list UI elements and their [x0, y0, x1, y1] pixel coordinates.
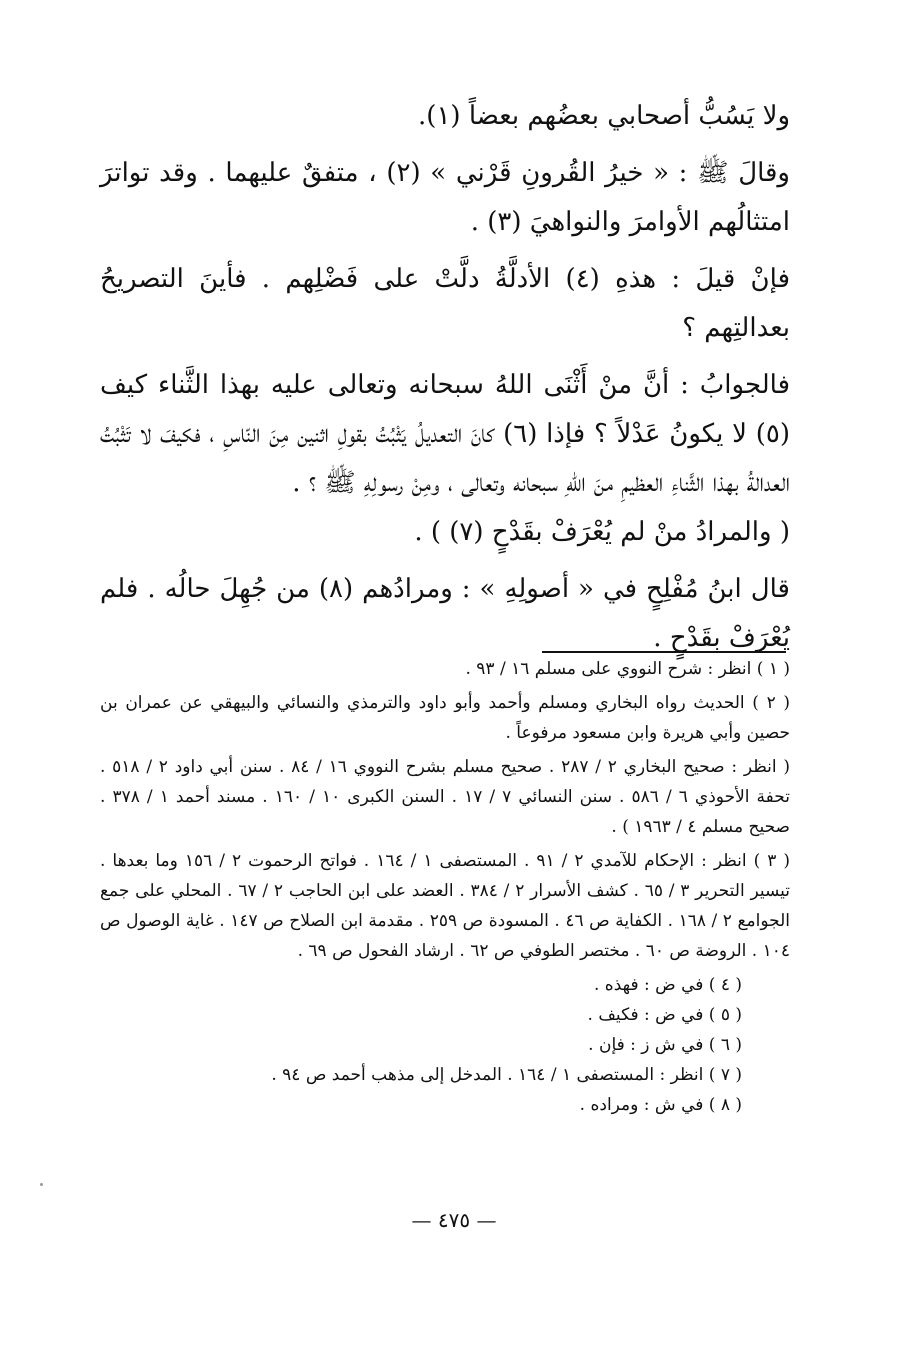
paragraph-1: ولا يَسُبُّ أصحابي بعضُهم بعضاً (١). — [418, 101, 790, 131]
footnote-6: ( ٦ ) في ش ز : فإن . — [588, 1035, 742, 1055]
footnote-8: ( ٨ ) في ش : ومراده . — [579, 1095, 742, 1115]
footnote-separator — [542, 651, 786, 653]
page-number: — ٤٧٥ — — [411, 1208, 497, 1232]
scan-speck — [40, 1183, 43, 1186]
footnote-3: ( ٣ ) انظر : الإحكام للآمدي ٢ / ٩١ . المستصفى ١ / ١٦٤ . فواتح الرحموت ٢ / ١٥٦ وما بعدها . تيسير التحرير ٣ / ٦٥ . كشف الأسرار ٢ / ٣٨٤ . العضد على ابن الحاجب ٢ / ٦٧ . المحلي على جمع الجوامع ٢ / ١٦٨ . الكفاية ص ٤٦ . المسودة ص ٢٥٩ . مقدمة ابن الصلاح ص ١٤٧ . غاية الوصول ص ١٠٤ . الروضة ص ٦٠ . مختصر الطوفي ص ٦٢ . ارشاد الفحول ص ٦٩ . — [100, 851, 790, 961]
footnote-4: ( ٤ ) في ض : فهذه . — [593, 975, 742, 995]
paragraph-5: ( والمرادُ منْ لم يُعْرَفْ بقَدْحٍ (٧) ) . — [414, 517, 790, 547]
main-text — [100, 92, 790, 671]
paragraph-2: وقالَ ﷺ : « خيرُ القُرونِ قَرْني » (٢) ، متفقٌ عليهما . وقد تواترَ امتثالُهم الأوامرَ والنواهيَ (٣) . — [100, 158, 790, 237]
footnote-2: ( ٢ ) الحديث رواه البخاري ومسلم وأحمد وأبو داود والترمذي والنسائي والبيهقي عن عمران بن حصين وأبي هريرة وابن مسعود مرفوعاً . — [100, 693, 790, 743]
footnote-2-sources: ( انظر : صحيح البخاري ٢ / ٢٨٧ . صحيح مسلم بشرح النووي ١٦ / ٨٤ . سنن أبي داود ٢ / ٥١٨ . تحفة الأحوذي ٦ / ٥٨٦ . سنن النسائي ٧ / ١٧ . السنن الكبرى ١٠ / ١٦٠ . مسند أحمد ١ / ٣٧٨ . صحيح مسلم ٤ / ١٩٦٣ ) . — [100, 757, 790, 837]
footnotes — [100, 654, 790, 1120]
paragraph-4: فالجوابُ : أنَّ منْ أَثْنَى اللهُ سبحانه وتعالى عليه بهذا الثَّناء كيف (٥) لا يكونُ عَدْلاً ؟ فإذا (٦) كانَ التعديلُ يَثْبُتُ بقولِ اثنين مِنَ النّاسِ ، فكيفَ لا تَثْبُتُ العدالةُ بهذا الثَّناءِ العظيمِ منَ اللهِ سبحانه وتعالى ، ومِنْ رسولِهِ ﷺ ؟ . — [100, 370, 790, 498]
footnote-1: ( ١ ) انظر : شرح النووي على مسلم ١٦ / ٩٣ . — [465, 659, 790, 679]
footnote-7: ( ٧ ) انظر : المستصفى ١ / ١٦٤ . المدخل إلى مذهب أحمد ص ٩٤ . — [271, 1065, 742, 1085]
footnote-5: ( ٥ ) في ض : فكيف . — [587, 1005, 742, 1025]
paragraph-6: قال ابنُ مُفْلِحٍ في « أصولِهِ » : ومرادُهم (٨) من جُهِلَ حالُه . فلم يُعْرَفْ بقَدْحٍ . — [100, 574, 790, 653]
paragraph-3: فإنْ قيلَ : هذهِ (٤) الأدلَّةُ دلَّتْ على فَضْلِهم . فأينَ التصريحُ بعدالتِهم ؟ — [100, 264, 791, 343]
